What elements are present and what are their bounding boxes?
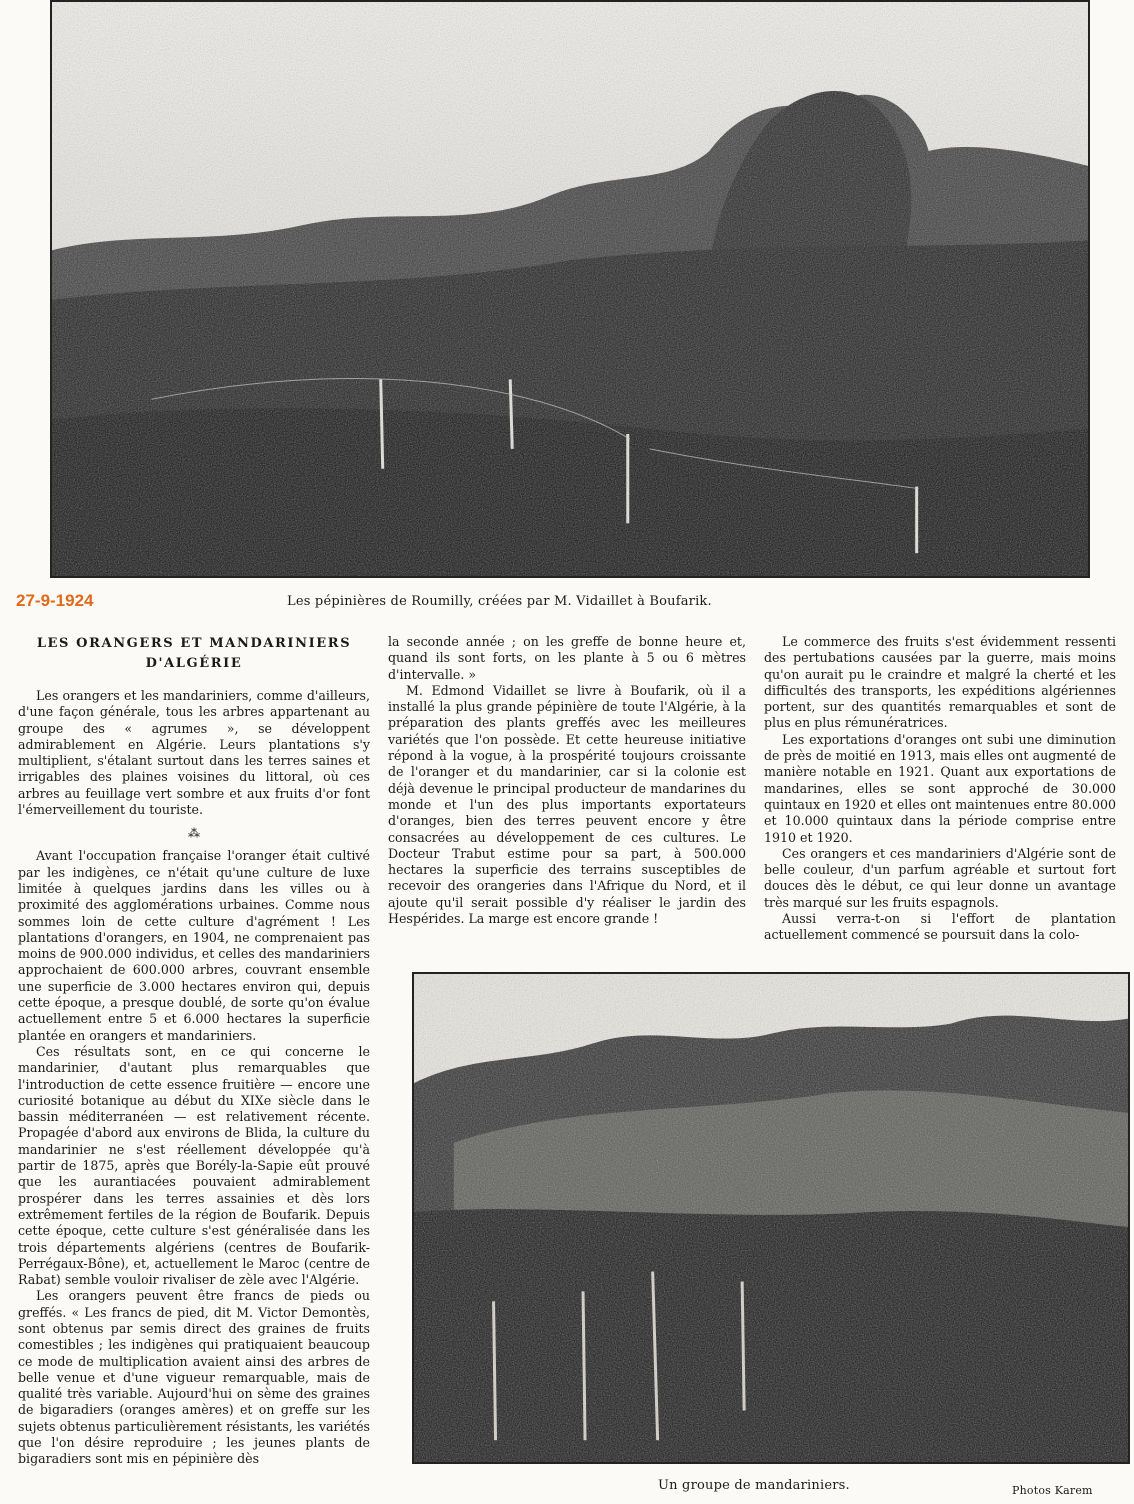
article-column-2 <box>388 634 746 927</box>
nursery-photo <box>50 0 1090 578</box>
paragraph: la seconde année ; on les greffe de bonne heure et, quand ils sont forts, on les plante à 5 ou 6 mètres d'intervalle. » <box>388 634 746 682</box>
headline-line-2: D'ALGÉRIE <box>145 656 243 671</box>
mandarin-trees-photo <box>412 972 1130 1464</box>
date-stamp: 27-9-1924 <box>16 591 94 610</box>
headline-line-1: LES ORANGERS ET MANDARINIERS <box>36 636 352 651</box>
bottom-photo-caption: Un groupe de mandariniers. <box>658 1478 850 1493</box>
paragraph: Aussi verra-t-on si l'effort de plantation actuellement commencé se poursuit dans la colo- <box>764 911 1116 943</box>
paragraph: Ces résultats sont, en ce qui concerne le mandarinier, d'autant plus remarquables que l'introduction de cette essence fruitière — encore une curiosité botanique au début du XIXe siècle dans le bassin méditerranéen — est relativement récente. Propagée d'abord aux environs de Blida, la culture du mandarinier ne s'est réellement développée qu'à partir de 1875, après que Borély-la-Sapie eût prouvé que les aurantiacées pouvaient admirablement prospérer dans les terres assainies et dès lors extrêmement fertiles de la région de Boufarik. Depuis cette époque, cette culture s'est généralisée dans les trois départements algériens (centres de Boufarik-Perrégaux-Bône), et, actuellement le Maroc (centre de Rabat) semble vouloir rivaliser de zèle avec l'Algérie. <box>18 1043 370 1288</box>
mandarin-trees-photo-image <box>414 974 1128 1462</box>
paragraph: Le commerce des fruits s'est évidemment ressenti des pertubations causées par la guerre, mais moins qu'on aurait pu le craindre et malgré la cherté et les difficultés des transports, les expéditions algériennes portent, sur des quantités remarquables et sont de plus en plus rémunératrices. <box>764 634 1116 731</box>
nursery-photo-image <box>52 2 1088 576</box>
paragraph: Les orangers et les mandariniers, comme d'ailleurs, d'une façon générale, tous les arbres appartenant au groupe des « agrumes », se développent admirablement en Algérie. Leurs plantations s'y multiplient, s'étalant surtout dans les terres saines et irrigables des plaines voisines du littoral, où ces arbres au feuillage vert sombre et aux fruits d'or font l'émerveillement du touriste. <box>18 688 370 818</box>
section-separator: ⁂ <box>188 826 200 841</box>
paragraph: Avant l'occupation française l'oranger était cultivé par les indigènes, ce n'était qu'une culture de luxe limitée à quelques jardins dans les villes ou à proximité des agglomérations urbaines. Comme nous sommes loin de cette culture d'agrément ! Les plantations d'orangers, en 1904, ne comprenaient pas moins de 900.000 individus, et celles des mandariniers approchaient de 600.000 arbres, couvrant ensemble une superficie de 3.000 hectares environ qui, depuis cette époque, a presque doublé, de sorte qu'on évalue actuellement entre 5 et 6.000 hectares la superficie plantée en orangers et mandariniers. <box>18 848 370 1043</box>
paragraph: M. Edmond Vidaillet se livre à Boufarik, où il a installé la plus grande pépinière de toute l'Algérie, à la préparation des plants greffés avec les meilleures variétés que l'on possède. Et cette heureuse initiative répond à la vogue, à la prospérité toujours croissante de l'oranger et du mandarinier, car si la colonie est déjà devenue le principal producteur de mandarines du monde et l'un des plus importants exportateurs d'oranges, bien des terres peuvent encore y être consacrées au développement de ces cultures. Le Docteur Trabut estime pour sa part, à 500.000 hectares la superficie des terrains susceptibles de recevoir des orangeries dans l'Afrique du Nord, et il ajoute qu'il serait possible d'y réaliser le jardin des Hespérides. La marge est encore grande ! <box>388 682 746 927</box>
article-column-1 <box>18 634 370 1468</box>
article-headline <box>18 634 370 674</box>
paragraph: Ces orangers et ces mandariniers d'Algérie sont de belle couleur, d'un parfum agréable et surtout fort douces dès le début, ce qui leur donne un avantage très marqué sur les fruits espagnols. <box>764 845 1116 910</box>
top-photo-caption: Les pépinières de Roumilly, créées par M. Vidaillet à Boufarik. <box>287 594 712 609</box>
paragraph: Les orangers peuvent être francs de pieds ou greffés. « Les francs de pied, dit M. Victor Demontès, sont obtenus par semis direct des graines de fruits comestibles ; les indigènes qui pratiquaient beaucoup ce mode de multiplication avaient ainsi des arbres de belle venue et d'une vigueur remarquable, mais de qualité très variable. Aujourd'hui on sème des graines de bigaradiers (oranges amères) et on greffe sur les sujets obtenus particulièrement résistants, les variétés que l'on désire reproduire ; les jeunes plants de bigaradiers sont mis en pépinière dès <box>18 1288 370 1467</box>
photo-credit: Photos Karem <box>1012 1484 1093 1497</box>
article-column-3 <box>764 634 1116 944</box>
paragraph: Les exportations d'oranges ont subi une diminution de près de moitié en 1913, mais elles ont augmenté de manière notable en 1921. Quant aux exportations de mandarines, elles se sont approché de 30.000 quintaux en 1920 et elles ont maintenues entre 80.000 et 10.000 quintaux dans la période comprise entre 1910 et 1920. <box>764 731 1116 845</box>
